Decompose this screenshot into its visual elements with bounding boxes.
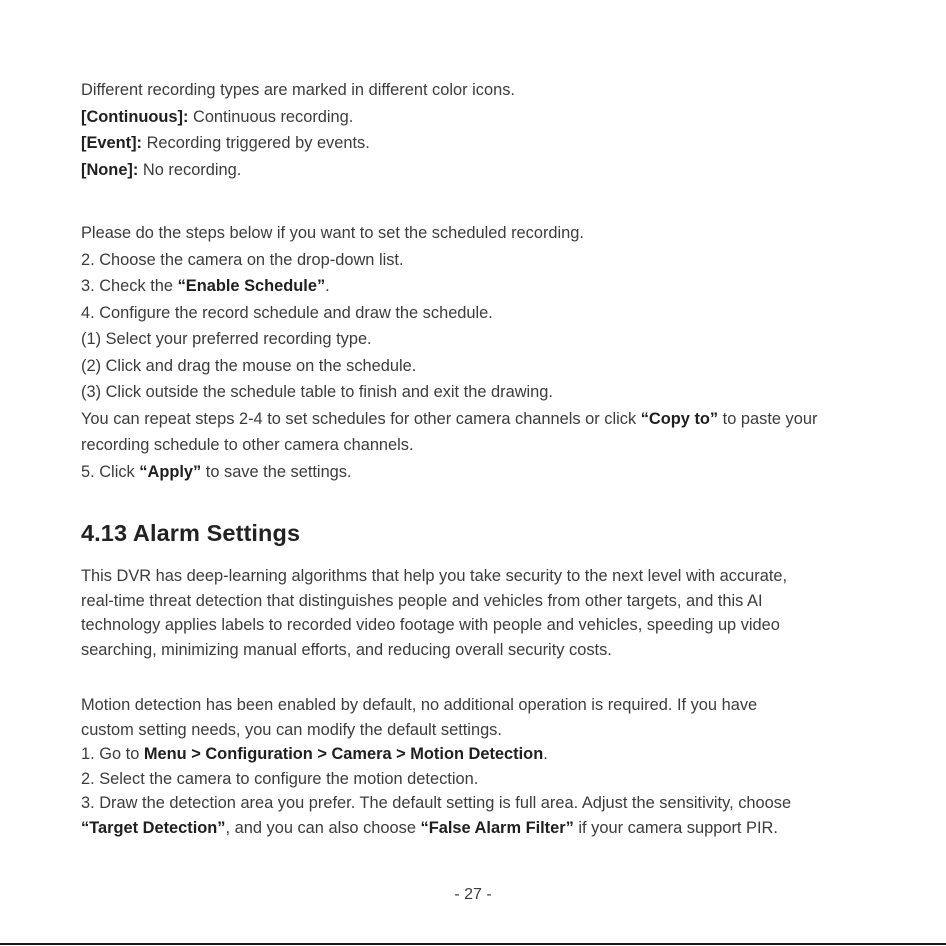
repeat-note-pre: You can repeat steps 2-4 to set schedules for other camera channels or click	[81, 409, 641, 428]
legend-intro: Different recording types are marked in different color icons.	[81, 81, 515, 99]
copy-to-term: “Copy to”	[640, 409, 719, 428]
legend-none-label: [None]:	[81, 160, 139, 179]
legend-event-text: Recording triggered by events.	[142, 134, 370, 152]
motion-intro-line: custom setting needs, you can modify the default settings.	[81, 720, 502, 739]
schedule-step-2: 2. Choose the camera on the drop-down list.	[81, 250, 404, 269]
legend-event-label: [Event]:	[81, 134, 143, 152]
description-line: real-time threat detection that distinguishes people and vehicles from other targets, and this AI	[81, 591, 763, 610]
schedule-substep-2: (2) Click and drag the mouse on the schedule.	[81, 356, 417, 375]
schedule-intro: Please do the steps below if you want to set the scheduled recording.	[81, 224, 584, 242]
legend-continuous	[81, 104, 901, 131]
schedule-step-5-post: to save the settings.	[201, 462, 352, 481]
schedule-repeat-note-cont: recording schedule to other camera channels.	[81, 436, 414, 454]
description-line: searching, minimizing manual efforts, and reducing overall security costs.	[81, 640, 612, 659]
schedule-substep-1: (1) Select your preferred recording type.	[81, 330, 372, 348]
false-alarm-filter-term: “False Alarm Filter”	[420, 818, 574, 837]
page-number: - 27 -	[454, 886, 492, 903]
schedule-steps	[81, 220, 901, 485]
apply-term: “Apply”	[139, 462, 202, 481]
schedule-step-3-post: .	[325, 277, 330, 295]
motion-step-1	[81, 742, 901, 767]
section-description	[81, 564, 901, 662]
bottom-divider	[0, 943, 946, 945]
legend-continuous-text: Continuous recording.	[188, 107, 354, 126]
motion-step-1-post: .	[543, 745, 548, 764]
motion-step-3: 3. Draw the detection area you prefer. The default setting is full area. Adjust the sensitivity, choose	[81, 794, 792, 813]
recording-type-legend	[81, 77, 901, 183]
legend-event	[81, 130, 901, 157]
schedule-repeat-note	[81, 406, 901, 433]
motion-step-3-cont	[81, 816, 901, 841]
motion-detection-steps	[81, 693, 901, 841]
motion-step-1-pre: 1. Go to	[81, 745, 144, 764]
schedule-step-3-pre: 3. Check the	[81, 277, 178, 295]
description-line: This DVR has deep-learning algorithms that help you take security to the next level with accurate,	[81, 567, 788, 585]
schedule-step-5-pre: 5. Click	[81, 462, 140, 481]
target-detection-term: “Target Detection”	[81, 818, 226, 837]
description-line: technology applies labels to recorded video footage with people and vehicles, speeding up video	[81, 616, 780, 635]
legend-continuous-label: [Continuous]:	[81, 107, 189, 126]
repeat-note-post: to paste your	[718, 409, 818, 428]
legend-none	[81, 157, 901, 184]
section-heading: 4.13 Alarm Settings	[81, 520, 301, 546]
motion-step-3-post: if your camera support PIR.	[573, 818, 778, 837]
enable-schedule-term: “Enable Schedule”	[177, 277, 326, 295]
schedule-step-4: 4. Configure the record schedule and draw the schedule.	[81, 303, 493, 322]
schedule-step-5	[81, 459, 901, 486]
schedule-step-3	[81, 273, 901, 300]
schedule-substep-3: (3) Click outside the schedule table to finish and exit the drawing.	[81, 383, 553, 401]
motion-intro-line: Motion detection has been enabled by default, no additional operation is required. If you have	[81, 696, 758, 714]
motion-step-3-mid: , and you can also choose	[225, 818, 421, 837]
legend-none-text: No recording.	[138, 160, 242, 179]
menu-path: Menu > Configuration > Camera > Motion Detection	[143, 745, 544, 764]
motion-step-2: 2. Select the camera to configure the motion detection.	[81, 769, 479, 788]
